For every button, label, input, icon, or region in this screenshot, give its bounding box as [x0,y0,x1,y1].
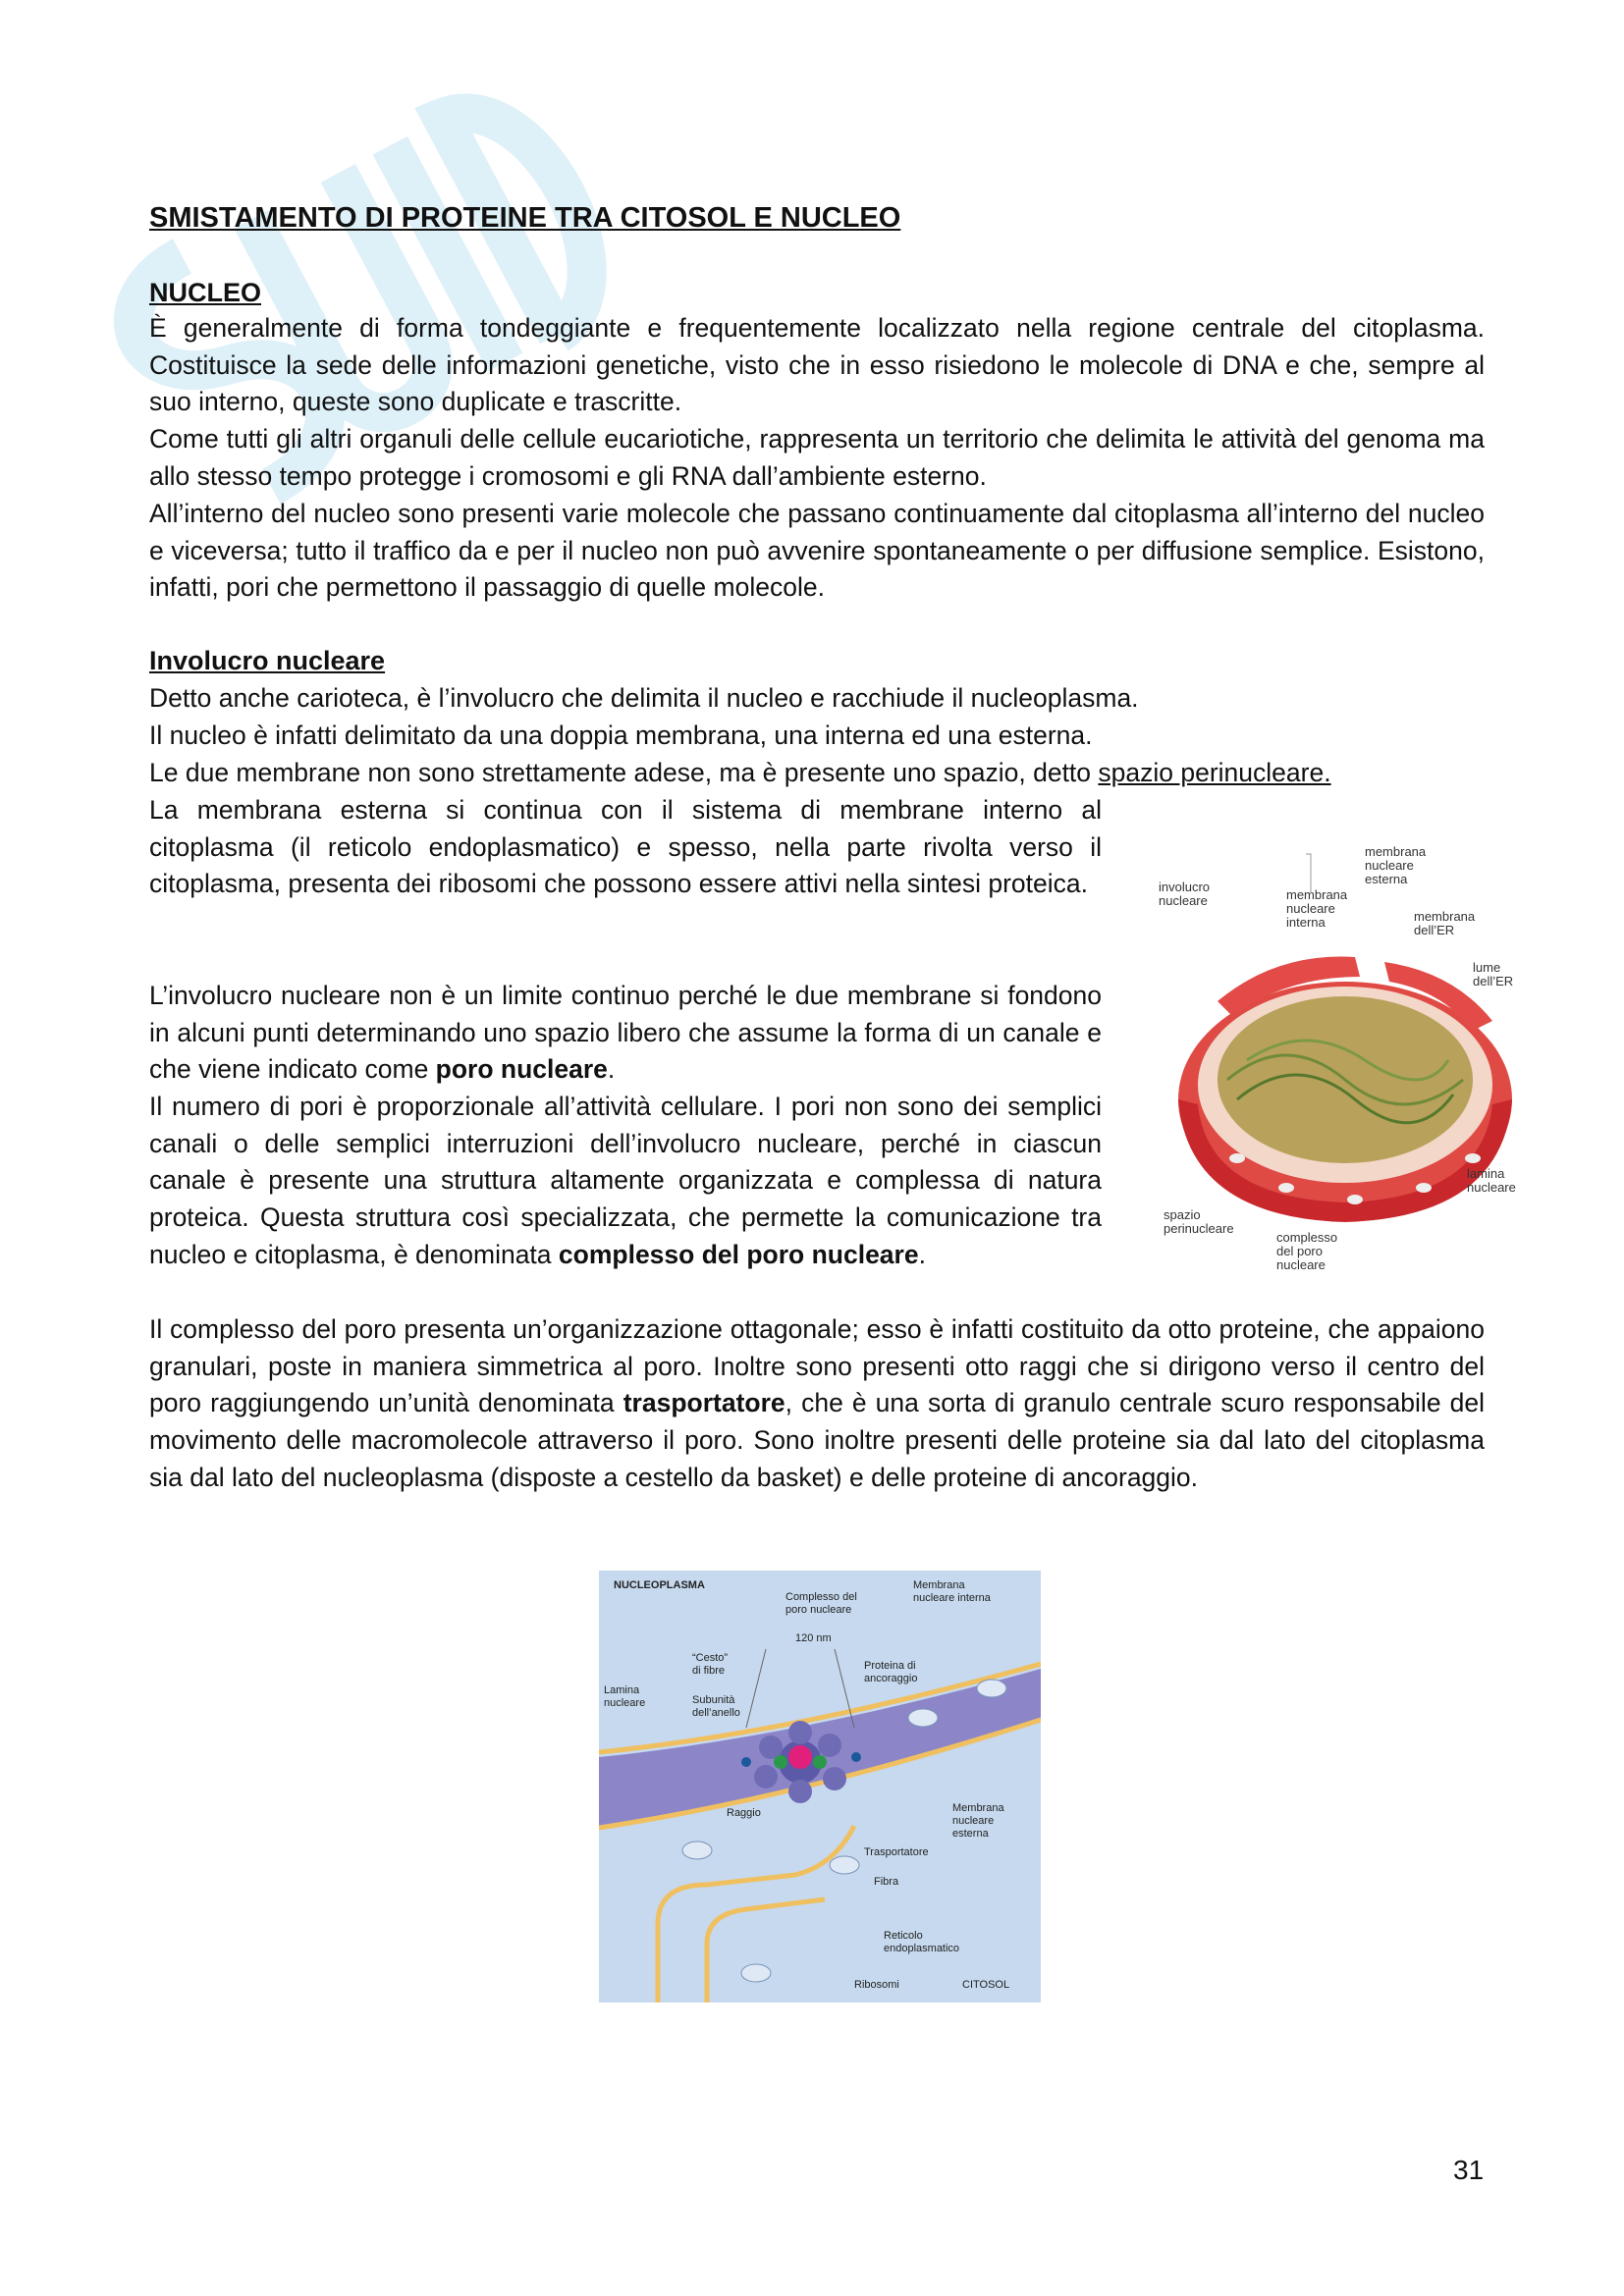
section-heading-nucleo: NUCLEO [149,278,261,307]
label-spazio: spazio perinucleare [1164,1207,1234,1236]
label-citosol: CITOSOL [962,1979,1010,1991]
label-trasportatore: Trasportatore [864,1846,929,1858]
text-span: Le due membrane non sono strettamente adese, ma è presente uno spazio, detto [149,758,1099,787]
figure-nuclear-pore-complex [599,1571,1041,2002]
nucleo-paragraph-2: Come tutti gli altri organuli delle cellule eucariotiche, rappresenta un territorio che delimita le attività del genoma ma allo stesso tempo protegge i cromosomi e gli RNA dall’ambiente esterno. [149,424,1485,491]
label-membrana-er: membrana dell’ER [1414,909,1476,937]
section-heading-involucro: Involucro nucleare [149,646,386,675]
text-span: Il numero di pori è proporzionale all’attività cellulare. I pori non sono dei semplici canali o delle semplici interruzioni dell’involucro nucleare, perché in ciascun canale è presente una struttura altamente organizzata e complessa di natura proteica. Questa struttura così specializzata, che permette la comunicazione tra nucleo e citoplasma, è denominata [149,1092,1102,1269]
involucro-paragraph-7 [149,1311,1485,1497]
label-complesso: complesso del poro nucleare [1276,1230,1338,1272]
label-membrana-esterna: Membrana nucleare esterna [952,1802,1004,1840]
label-lume-er: lume dell’ER [1473,960,1514,988]
label-membrana-esterna: membrana nucleare esterna [1365,844,1427,886]
involucro-paragraph-1: Detto anche carioteca, è l’involucro che delimita il nucleo e racchiude il nucleoplasma. [149,683,1139,713]
text-span: Il complesso del poro presenta un’organizzazione ottagonale; esso è infatti costituito da otto proteine, che appaiono granulari, poste in maniera simmetrica al poro. Inoltre sono presenti otto raggi che si dirigono verso il centro del poro raggiungendo un’unità denominata [149,1314,1485,1418]
text-span: , che è una sorta di granulo centrale scuro responsabile del movimento delle macromolecole attraverso il poro. Sono inoltre presenti delle proteine sia dal lato del citoplasma sia dal lato del nucleoplasma (disposte a cestello da basket) e delle proteine di ancoraggio. [149,1388,1485,1492]
figure-nuclear-envelope [1159,834,1522,1286]
label-raggio: Raggio [727,1807,761,1819]
label-lamina: lamina nucleare [1467,1166,1516,1195]
nucleo-paragraph-3: All’interno del nucleo sono presenti varie molecole che passano continuamente dal citoplasma all’interno del nucleo e viceversa; tutto il traffico da e per il nucleo non può avvenire spontaneamente o per diffusione semplice. Esistono, infatti, pori che permettono il passaggio di quelle molecole. [149,499,1485,603]
label-membrana-interna: Membrana nucleare interna [913,1579,991,1604]
text-span: . [918,1239,926,1269]
label-membrana-interna: membrana nucleare interna [1286,887,1348,930]
page-title: SMISTAMENTO DI PROTEINE TRA CITOSOL E NUCLEO [149,202,901,234]
label-reticolo: Reticolo endoplasmatico [884,1930,960,1954]
term-spazio-perinucleare: spazio perinucleare. [1098,758,1331,787]
label-complesso-poro: Complesso del poro nucleare [785,1591,857,1616]
label-cesto: “Cesto” di fibre [692,1652,729,1677]
label-120nm: 120 nm [795,1632,832,1644]
term-complesso-poro: complesso del poro nucleare [558,1239,919,1269]
involucro-paragraph-3 [149,755,1485,792]
label-fibra: Fibra [874,1876,899,1888]
label-ribosomi: Ribosomi [854,1979,899,1991]
involucro-paragraph-6 [149,1089,1102,1274]
term-poro-nucleare: poro nucleare [435,1054,608,1085]
involucro-paragraph-4: La membrana esterna si continua con il sistema di membrane interno al citoplasma (il reticolo endoplasmatico) e spesso, nella parte rivolta verso il citoplasma, presenta dei ribosomi che possono essere attivi nella sintesi proteica. [149,795,1102,899]
envelope-illustration [1178,957,1512,1222]
label-involucro: involucro nucleare [1159,880,1211,908]
term-trasportatore: trasportatore [623,1388,785,1418]
page-number: 31 [1453,2155,1485,2185]
involucro-paragraph-2: Il nucleo è infatti delimitato da una doppia membrana, una interna ed una esterna. [149,721,1093,750]
label-lamina: Lamina nucleare [604,1684,646,1709]
label-proteina-ancoraggio: Proteina di ancoraggio [864,1660,918,1684]
involucro-paragraph-5 [149,978,1102,1089]
nucleo-paragraph-1: È generalmente di forma tondeggiante e frequentemente localizzato nella regione centrale del citoplasma. Costituisce la sede delle informazioni genetiche, visto che in esso risiedono le molecole di DNA e che, sempre al suo interno, queste sono duplicate e trascritte. [149,313,1485,417]
label-nucleoplasma: NUCLEOPLASMA [614,1579,705,1591]
label-subunita: Subunità dell’anello [692,1694,740,1719]
text-span: . [607,1054,616,1085]
text-span: L’involucro nucleare non è un limite continuo perché le due membrane si fondono in alcuni punti determinando uno spazio libero che assume la forma di un canale e che viene indicato come [149,981,1102,1085]
